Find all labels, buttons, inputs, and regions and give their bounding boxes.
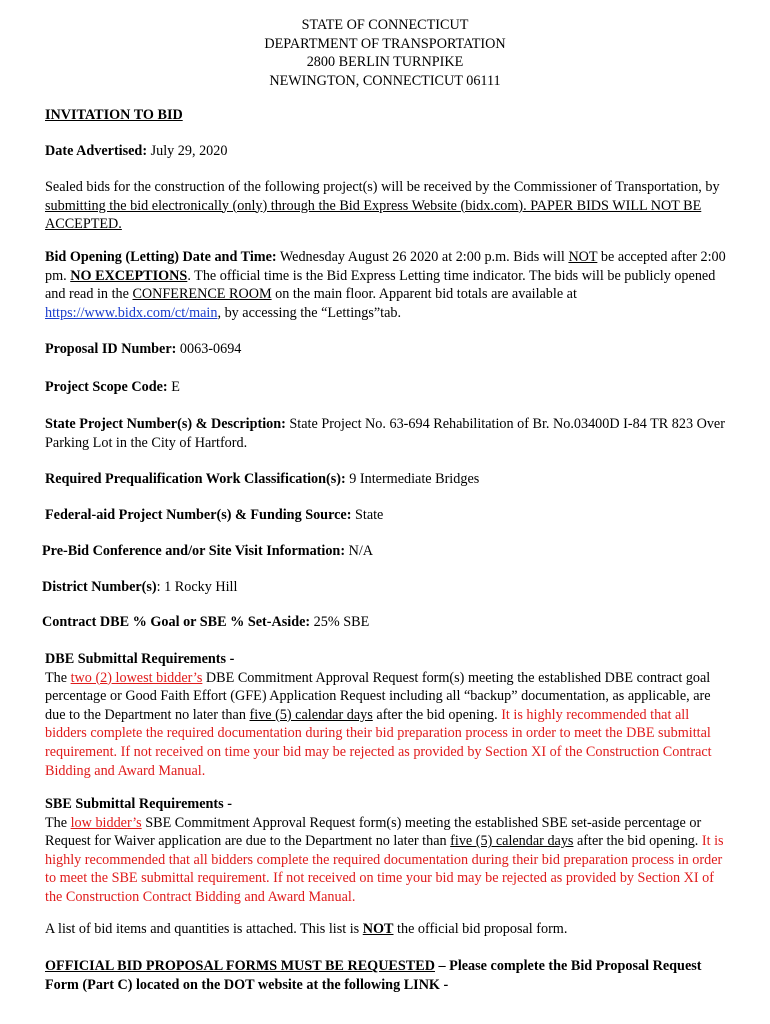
state-project-value: State Project No. 63-694 Rehabilitation of Br. No.03400D I-84 TR 823 Over Parking Lot in the City of Hartford. [45,416,725,451]
bid-items-note [45,920,730,939]
dbe-bidders: two (2) lowest bidder’s [70,669,203,686]
bid-opening-paragraph [45,248,730,322]
city-address: NEWINGTON, CONNECTICUT 06111 [269,72,501,89]
bid-opening-label: Bid Opening (Letting) Date and Time: [45,249,277,265]
prequal-value: 9 Intermediate Bridges [345,471,480,487]
sealed-bids-text: Sealed bids for the construction of the following project(s) will be received by the Commissioner of Transportation, by [45,179,720,195]
sbe-recommendation: It is highly recommended that all bidders complete the required documentation during their bid preparation process in order to meet the SBE submittal requirement. If not received on time your bid may be rejected as provided by Section XI of the Construction Contract Bidding and Award Manual. [45,833,724,905]
dbe-heading: DBE Submittal Requirements - [45,651,235,667]
federal-aid-value: State [351,507,384,523]
dbe-days: five (5) calendar days [249,706,373,723]
state-project-description [45,415,730,452]
scope-code-label: Project Scope Code: [45,379,168,395]
official-forms-heading: OFFICIAL BID PROPOSAL FORMS MUST BE REQUESTED [45,958,435,974]
bid-items-text-2: the official bid proposal form. [393,921,568,937]
proposal-id-label: Proposal ID Number: [45,341,177,357]
dbe-text-2: DBE Commitment Approval Request form(s) meeting the established DBE contract goal percentage or Good Faith Effort (GFE) Application Request including all “backup” documentation, as applicable, are due to the Department no later than [45,669,711,723]
no-exceptions: NO EXCEPTIONS [70,267,188,284]
official-forms-text: – Please complete the Bid Proposal Request Form (Part C) located on the DOT website at the following LINK - [45,958,702,993]
prebid-label: Pre-Bid Conference and/or Site Visit Information: [42,543,346,559]
department-name: DEPARTMENT OF TRANSPORTATION [264,35,506,52]
dbe-goal-label: Contract DBE % Goal or SBE % Set-Aside: [42,614,311,630]
date-advertised-value: July 29, 2020 [147,143,228,159]
state-name: STATE OF CONNECTICUT [301,17,469,33]
electronic-bid-notice: submitting the bid electronically (only) through the Bid Express Website (bidx.com). PAPER BIDS WILL NOT BE ACCEPTED. [45,197,702,233]
scope-code-value: E [167,379,180,395]
sbe-body [45,814,730,907]
dbe-recommendation: It is highly recommended that all bidders complete the required documentation during their bid preparation process in order to meet the DBE submittal requirement. If not received on time your bid may be rejected as provided by Section XI of the Construction Contract Bidding and Award Manual. [45,706,712,779]
page-title: INVITATION TO BID [45,107,183,123]
sbe-bidder: low bidder’s [70,814,142,831]
street-address: 2800 BERLIN TURNPIKE [306,54,464,71]
state-project-label: State Project Number(s) & Description: [45,416,286,432]
bid-opening-text-5: , by accessing the “Lettings”tab. [217,304,402,321]
dbe-goal [42,613,727,632]
district-label: District Number(s) [42,579,157,595]
dbe-text-3: after the bid opening. [372,706,502,723]
district-value: : 1 Rocky Hill [156,579,238,595]
prebid-value: N/A [345,543,374,559]
sbe-submittal-requirements [45,795,730,907]
sealed-bids-paragraph [45,178,730,234]
conference-room: CONFERENCE ROOM [132,286,272,303]
project-scope-code [45,378,730,397]
date-advertised [45,142,730,161]
bid-opening-text-2: be accepted after 2:00 pm. [45,249,726,284]
sbe-text-3: after the bid opening. [573,833,702,850]
bid-opening-text-1: Wednesday August 26 2020 at 2:00 p.m. Bids will [276,249,569,265]
bid-items-text-1: A list of bid items and quantities is attached. This list is [45,921,363,937]
bidx-link[interactable]: https://www.bidx.com/ct/main [45,304,218,321]
bid-opening-text-3: . The official time is the Bid Express Letting time indicator. The bids will be publicly opened and read in the [45,267,716,303]
proposal-id-value: 0063-0694 [176,341,242,357]
proposal-id [45,340,730,359]
pre-bid-conference [42,542,727,561]
bid-opening-text-4: on the main floor. Apparent bid totals are available at [271,286,577,303]
sbe-heading: SBE Submittal Requirements - [45,796,232,812]
dbe-body [45,669,730,781]
sbe-text-1: The [45,814,71,831]
district-number [42,578,727,597]
sbe-text-2: SBE Commitment Approval Request form(s) meeting the established SBE set-aside percentage or Request for Waiver application are due to the Department no later than [45,814,702,850]
not-emphasis: NOT [568,249,598,265]
prequalification [45,470,730,489]
date-advertised-label: Date Advertised: [45,143,148,159]
dbe-goal-value: 25% SBE [310,614,370,630]
bid-items-not: NOT [362,921,394,937]
federal-aid-label: Federal-aid Project Number(s) & Funding Source: [45,507,352,523]
sbe-days: five (5) calendar days [450,833,574,850]
prequal-label: Required Prequalification Work Classification(s): [45,471,346,487]
dbe-text-1: The [45,669,71,686]
letterhead [0,16,770,90]
dbe-submittal-requirements [45,650,730,780]
federal-aid [45,506,730,525]
official-forms-notice [45,957,730,994]
